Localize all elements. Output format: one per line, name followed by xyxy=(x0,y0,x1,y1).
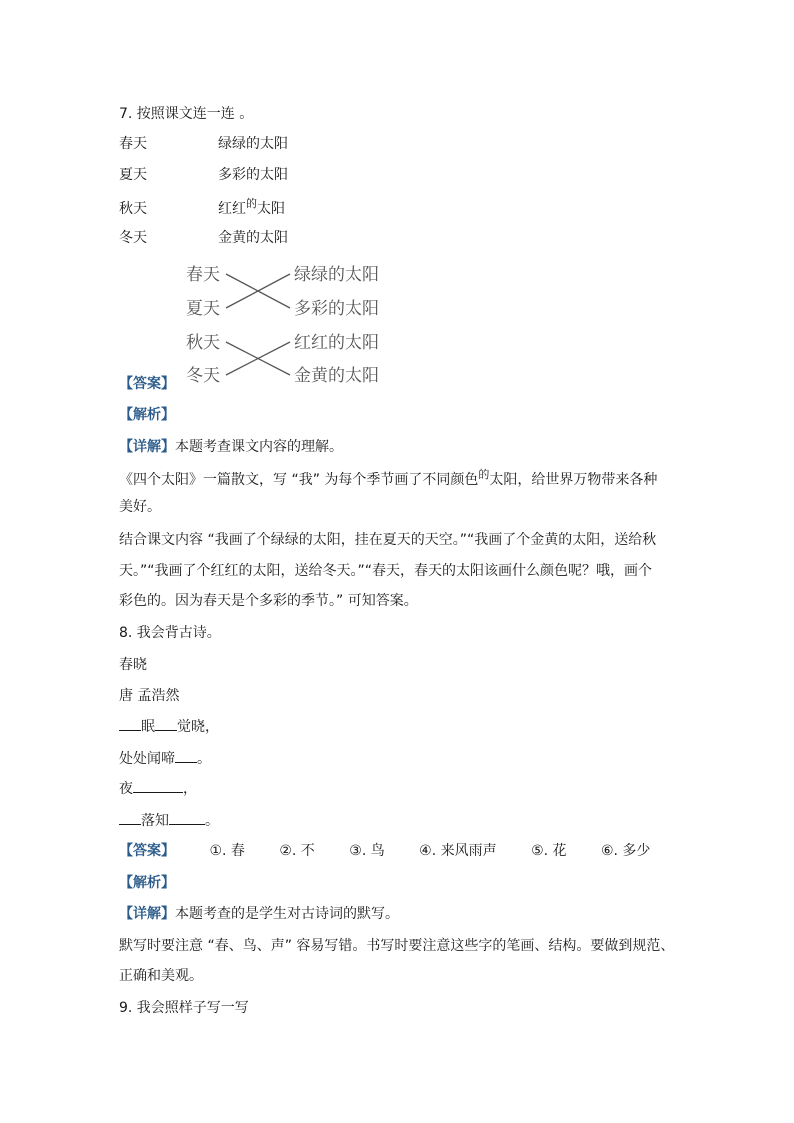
poem-text: 。 xyxy=(205,813,219,829)
q8-analysis-tag: 【解析】 xyxy=(119,875,175,891)
matching-figure xyxy=(180,260,390,390)
sun-label-post: 太阳 xyxy=(257,201,285,217)
q9-title: 9. 我会照样子写一写 xyxy=(119,1000,249,1016)
detail-tag: 【详解】 xyxy=(119,906,175,922)
answer-blank[interactable] xyxy=(175,748,197,763)
q7-para2-line1: 结合课文内容 “我画了个绿绿的太阳，挂在夏天的天空。”“我画了个金黄的太阳，送给秋 xyxy=(119,532,657,548)
para-text: 《四个太阳》一篇散文，写 “我” 为每个季节画了不同颜色 xyxy=(119,472,479,488)
sun-label: 金黄的太阳 xyxy=(218,230,288,246)
q7-detail xyxy=(119,437,343,457)
answer-tag: 【答案】 xyxy=(119,843,175,859)
q8-title: 8. 我会背古诗。 xyxy=(119,625,221,641)
sun-label: 多彩的太阳 xyxy=(218,167,288,183)
poem-line-2 xyxy=(119,748,211,769)
fig-right-4: 金黄的太阳 xyxy=(294,366,379,386)
q7-title: 7. 按照课文连一连 。 xyxy=(119,106,254,122)
season-label: 春天 xyxy=(119,136,147,152)
pair-row-3 xyxy=(119,199,419,219)
poem-text: 眠 xyxy=(141,719,155,735)
para-sup: 的 xyxy=(478,468,490,481)
answer-blank[interactable] xyxy=(169,810,205,825)
fig-left-2: 夏天 xyxy=(186,299,220,319)
poem-line-1 xyxy=(119,716,219,737)
fig-left-3: 秋天 xyxy=(186,333,220,353)
q7-para2-line3: 彩色的。因为春天是个多彩的季节。” 可知答案。 xyxy=(119,593,418,609)
detail-text: 本题考查的是学生对古诗词的默写。 xyxy=(175,906,399,922)
q8-answers xyxy=(119,841,680,861)
pair-row-4 xyxy=(119,228,419,248)
q8-detail xyxy=(119,904,399,924)
fig-right-3: 红红的太阳 xyxy=(294,333,379,353)
poem-line-3 xyxy=(119,778,197,799)
q7-analysis-tag: 【解析】 xyxy=(119,407,175,423)
poem-text: 处处闻啼 xyxy=(119,751,175,767)
answer-3: ③. 鸟 xyxy=(349,843,385,859)
pair-row-2 xyxy=(119,165,419,185)
fig-left-1: 春天 xyxy=(186,265,220,285)
answer-blank[interactable] xyxy=(119,716,141,731)
answer-blank[interactable] xyxy=(155,716,177,731)
answer-6: ⑥. 多少 xyxy=(600,843,651,859)
season-label: 夏天 xyxy=(119,167,147,183)
para-text: 太阳，给世界万物带来各种 xyxy=(489,472,658,488)
q7-para1 xyxy=(119,470,657,491)
poem-line-4 xyxy=(119,810,219,831)
q7-answer-tag: 【答案】 xyxy=(119,376,175,392)
sun-label-pre: 红红 xyxy=(218,201,246,217)
sun-label: 绿绿的太阳 xyxy=(218,136,288,152)
fig-left-4: 冬天 xyxy=(186,366,220,386)
answer-blank[interactable] xyxy=(133,778,183,793)
poem-text: ， xyxy=(183,781,197,797)
pair-row-1 xyxy=(119,134,419,154)
poem-text: 。 xyxy=(197,751,211,767)
poem-text: 夜 xyxy=(119,781,133,797)
q7-para2-line2: 天。”“我画了个红红的太阳，送给冬天。”“春天，春天的太阳该画什么颜色呢？哦，画个 xyxy=(119,563,653,579)
q8-para2: 正确和美观。 xyxy=(119,968,203,984)
q8-para1: 默写时要注意 “春、鸟、声” 容易写错。书写时要注意这些字的笔画、结构。要做到规范、 xyxy=(119,938,675,954)
answer-4: ④. 来风雨声 xyxy=(419,843,497,859)
sun-label xyxy=(218,199,285,220)
season-label: 冬天 xyxy=(119,230,147,246)
poem-text: 落知 xyxy=(141,813,169,829)
poem-author: 唐 孟浩然 xyxy=(119,688,180,704)
answer-1: ①. 春 xyxy=(209,843,245,859)
poem-title: 春晓 xyxy=(119,657,147,673)
detail-text: 本题考查课文内容的理解。 xyxy=(175,439,343,455)
season-label: 秋天 xyxy=(119,201,147,217)
fig-right-1: 绿绿的太阳 xyxy=(294,265,379,285)
q7-para1-line2: 美好。 xyxy=(119,499,161,515)
fig-right-2: 多彩的太阳 xyxy=(294,299,379,319)
sun-label-sup: 的 xyxy=(246,197,257,210)
poem-text: 觉晓， xyxy=(177,719,219,735)
answer-5: ⑤. 花 xyxy=(531,843,567,859)
answer-2: ②. 不 xyxy=(279,843,315,859)
detail-tag: 【详解】 xyxy=(119,439,175,455)
answer-blank[interactable] xyxy=(119,810,141,825)
